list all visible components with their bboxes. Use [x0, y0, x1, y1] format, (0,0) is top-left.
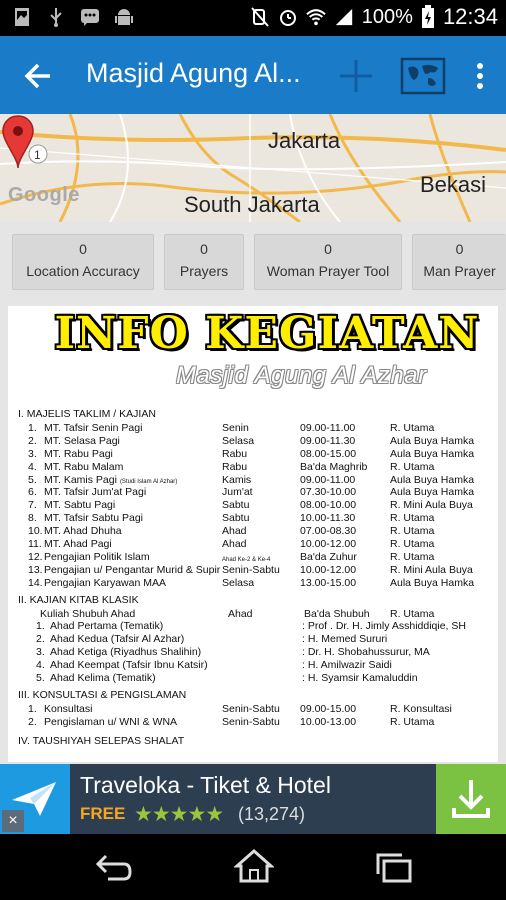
kajian-row [18, 486, 496, 499]
kajian-number: 10. [28, 525, 43, 538]
kajian-day: Kamis [222, 473, 252, 486]
kajian-name-text: Pengajian Karyawan MAA [44, 576, 166, 589]
action-bar [0, 36, 506, 114]
kitab-ustadz: : Prof . Dr. H. Jimly Asshiddiqie, SH [302, 620, 466, 633]
kitab-ustadz: : Dr. H. Shobahussurur, MA [302, 646, 430, 659]
konsultasi-number: 1. [28, 702, 37, 715]
kitab-session: Ahad Kedua (Tafsir Al Azhar) [50, 633, 185, 646]
recents-icon[interactable] [374, 852, 414, 884]
alarm-icon [278, 6, 298, 28]
kajian-name-text: MT. Ahad Pagi [44, 538, 112, 551]
konsultasi-time: 09.00-15.00 [300, 702, 357, 715]
kajian-name-text: MT. Tafsir Jum'at Pagi [44, 486, 147, 499]
konsultasi-number: 2. [28, 715, 37, 728]
kajian-time: 10.00-12.00 [300, 563, 357, 576]
location-pin-icon[interactable] [0, 114, 36, 170]
kajian-day: Selasa [222, 434, 255, 447]
kajian-number: 2. [28, 434, 37, 447]
kajian-number: 13. [28, 563, 43, 576]
home-icon[interactable] [234, 848, 274, 884]
kitab-row [18, 633, 496, 646]
kitab-day: Ahad [228, 607, 253, 620]
kajian-row [18, 422, 496, 435]
kajian-day: Ahad Ke-2 & Ke-4 [222, 556, 271, 563]
kajian-note: (Studi Islam Al Azhar) [119, 478, 178, 485]
ad-rating-count: (13,274) [238, 804, 306, 824]
kajian-time: Ba'da Maghrib [300, 460, 368, 473]
kajian-number: 7. [28, 499, 37, 512]
ad-rating-stars: ★★★★★ [134, 803, 224, 826]
kajian-number: 14. [28, 576, 43, 589]
kajian-name-text: MT. Tafsir Senin Pagi [44, 422, 143, 434]
kajian-name [44, 525, 122, 538]
kajian-name-text: MT. Sabtu Pagi [44, 499, 116, 512]
section-heading: I. MAJELIS TAKLIM / KAJIAN [18, 408, 156, 420]
kajian-day: Ahad [222, 525, 247, 538]
kitab-number: 3. [36, 646, 45, 659]
android-icon [114, 6, 134, 28]
map-icon[interactable] [400, 56, 446, 96]
kajian-name [44, 435, 120, 448]
activity-poster[interactable] [8, 306, 498, 762]
page-title: Masjid Agung Al... [86, 58, 301, 88]
location-accuracy-button[interactable] [12, 234, 154, 290]
kajian-number: 6. [28, 486, 37, 499]
kajian-number: 1. [28, 422, 37, 434]
status-bar [0, 0, 506, 36]
konsultasi-place: R. Utama [390, 715, 435, 728]
kajian-row [18, 577, 496, 590]
notification-icons [12, 6, 134, 28]
back-icon[interactable] [90, 852, 134, 882]
kajian-number: 5. [28, 473, 37, 486]
kajian-time: Ba'da Zuhur [300, 550, 357, 563]
kajian-name [44, 461, 123, 474]
konsultasi-row [18, 703, 496, 716]
kajian-row [18, 435, 496, 448]
kitab-ustadz: : H. Syamsir Kamaluddin [302, 672, 418, 685]
kajian-name-text: MT. Rabu Malam [44, 460, 124, 473]
kajian-time: 10.00-12.00 [300, 538, 357, 551]
download-icon [436, 764, 506, 834]
kajian-place: R. Utama [390, 525, 435, 538]
ad-price: FREE [80, 804, 126, 823]
stat-value: 0 [455, 241, 464, 257]
kitab-number: 5. [36, 672, 45, 685]
back-arrow-icon[interactable] [20, 58, 56, 94]
kajian-name [44, 448, 113, 461]
konsultasi-list [18, 703, 496, 729]
kajian-day: Senin-Sabtu [222, 563, 280, 576]
kajian-time: 09.00-11.00 [300, 473, 356, 486]
stat-label: Woman Prayer Tool [266, 263, 390, 279]
clock: 12:34 [442, 4, 498, 29]
kitab-name: Kuliah Shubuh Ahad [40, 607, 136, 620]
kajian-place: Aula Buya Hamka [390, 447, 475, 460]
stats-bar [0, 222, 506, 304]
section-heading: IV. TAUSHIYAH SELEPAS SHALAT [18, 734, 185, 747]
kajian-time: 10.00-11.30 [300, 512, 356, 525]
kajian-name-text: MT. Tafsir Sabtu Pagi [44, 512, 144, 525]
kajian-name-text: Pengajian Politik Islam [44, 550, 150, 563]
kajian-name [44, 551, 150, 564]
kajian-name [44, 577, 166, 590]
kajian-time: 09.00-11.00 [300, 422, 356, 434]
stat-label: Prayers [179, 263, 229, 279]
stat-value: 0 [324, 241, 332, 257]
battery-icon [421, 5, 435, 29]
kitab-header-row [18, 608, 496, 621]
kajian-day: Selasa [222, 576, 255, 589]
kajian-time: 07.30-10.00 [300, 486, 357, 499]
kajian-name-text: MT. Rabu Pagi [44, 447, 113, 460]
kajian-row [18, 512, 496, 525]
kitab-session: Ahad Ketiga (Riyadhus Shalihin) [50, 646, 202, 659]
kitab-place: R. Utama [390, 607, 435, 620]
woman-prayer-tool-button[interactable] [254, 234, 402, 290]
konsultasi-time: 10.00-13.00 [300, 715, 357, 728]
kitab-session: Ahad Keempat (Tafsir Ibnu Katsir) [50, 659, 208, 672]
kitab-ustadz: : H. Memed Sururi [302, 633, 388, 646]
kajian-place: R. Utama [390, 512, 435, 525]
kajian-row [18, 525, 496, 538]
kajian-place: Aula Buya Hamka [390, 434, 475, 447]
kajian-number: 8. [28, 512, 37, 525]
kajian-name [44, 486, 146, 499]
section-heading: III. KONSULTASI & PENGISLAMAN [18, 688, 187, 701]
wifi-icon [306, 6, 326, 28]
kajian-day: Rabu [222, 460, 248, 473]
kajian-name [44, 538, 112, 551]
ad-close-button[interactable]: × [2, 810, 24, 832]
kajian-name [44, 564, 220, 577]
stat-label: Man Prayer [423, 263, 496, 279]
usb-icon [46, 6, 66, 28]
kitab-row [18, 646, 496, 659]
section-heading: II. KAJIAN KITAB KLASIK [18, 593, 139, 606]
kajian-place: Aula Buya Hamka [390, 576, 475, 589]
bbm-icon [80, 6, 100, 28]
kajian-row [18, 474, 496, 487]
map-label-jakarta: Jakarta [268, 128, 341, 153]
man-prayer-button[interactable] [412, 234, 506, 290]
battery-percent: 100% [361, 5, 413, 28]
poster-title: INFO KEGIATAN [54, 308, 480, 359]
kitab-session: Ahad Pertama (Tematik) [50, 620, 164, 633]
kajian-row [18, 448, 496, 461]
kajian-row [18, 551, 496, 564]
kitab-ustadz: : H. Amilwazir Saidi [302, 659, 392, 672]
konsultasi-row [18, 716, 496, 729]
kajian-day: Sabtu [222, 499, 250, 512]
kajian-place: Aula Buya Hamka [390, 486, 475, 499]
kitab-list [18, 620, 496, 684]
kajian-place: R. Mini Aula Buya [390, 499, 473, 512]
kajian-name [44, 422, 142, 435]
kajian-time: 09.00-11.30 [300, 434, 356, 447]
konsultasi-day: Senin-Sabtu [222, 702, 280, 715]
kitab-time: Ba'da Shubuh [304, 607, 370, 620]
kajian-name [44, 512, 143, 525]
kajian-name-text: Pengajian u/ Pengantar Murid & Supir [44, 563, 221, 576]
stat-value: 0 [79, 241, 87, 257]
kitab-number: 1. [36, 620, 45, 633]
konsultasi-name: Konsultasi [44, 702, 93, 715]
kitab-session: Ahad Kelima (Tematik) [50, 672, 156, 685]
kajian-number: 4. [28, 460, 37, 473]
stat-label: Location Accuracy [26, 263, 140, 279]
kajian-time: 07.00-08.30 [300, 525, 357, 538]
kajian-day: Jum'at [222, 486, 253, 499]
map-view[interactable] [0, 114, 506, 222]
kajian-day: Rabu [222, 447, 248, 460]
kitab-number: 2. [36, 633, 45, 646]
ad-banner[interactable] [0, 764, 506, 834]
kajian-place: R. Utama [390, 460, 435, 473]
kajian-name [44, 499, 115, 512]
kajian-row [18, 461, 496, 474]
prayers-button[interactable] [164, 234, 244, 290]
ad-download-button[interactable] [436, 764, 506, 834]
kajian-place: R. Utama [390, 422, 435, 434]
kajian-time: 08.00-10.00 [300, 499, 357, 512]
kajian-number: 12. [28, 550, 43, 563]
image-icon [12, 6, 32, 28]
ad-title: Traveloka - Tiket & Hotel [80, 772, 331, 798]
kitab-row [18, 672, 496, 685]
system-status [250, 4, 498, 30]
poster-body [18, 408, 496, 749]
kajian-name-text: MT. Kamis Pagi [44, 473, 117, 486]
konsultasi-place: R. Konsultasi [390, 702, 452, 715]
map-label-bekasi: Bekasi [420, 172, 487, 197]
kitab-number: 4. [36, 659, 45, 672]
kitab-row [18, 620, 496, 633]
kajian-place: Aula Buya Hamka [390, 473, 475, 486]
kajian-number: 3. [28, 447, 37, 460]
kajian-row [18, 538, 496, 551]
kajian-place: R. Utama [390, 550, 435, 563]
kajian-name-text: MT. Ahad Dhuha [44, 525, 122, 538]
kajian-name-text: MT. Selasa Pagi [44, 434, 120, 447]
kajian-place: R. Mini Aula Buya [390, 563, 473, 576]
map-label-south-jakarta: South Jakarta [184, 192, 320, 217]
kajian-day: Sabtu [222, 512, 250, 525]
overflow-menu-icon[interactable] [470, 58, 490, 94]
kajian-day: Senin [222, 422, 249, 434]
poster-subtitle: Masjid Agung Al Azhar [176, 362, 427, 389]
add-icon[interactable] [336, 56, 376, 96]
konsultasi-day: Senin-Sabtu [222, 715, 280, 728]
kajian-list [18, 422, 496, 590]
konsultasi-name: Pengislaman u/ WNI & WNA [44, 715, 178, 728]
kajian-time: 13.00-15.00 [300, 576, 357, 589]
kitab-row [18, 659, 496, 672]
mute-icon [250, 6, 270, 28]
kajian-row [18, 499, 496, 512]
stat-value: 0 [200, 241, 208, 257]
navigation-bar [0, 834, 506, 900]
kajian-time: 08.00-15.00 [300, 447, 357, 460]
kajian-row [18, 564, 496, 577]
kajian-day: Ahad [222, 538, 247, 551]
kajian-number: 11. [28, 538, 42, 551]
signal-icon [334, 6, 354, 28]
kajian-place: R. Utama [390, 538, 435, 551]
road-number: 1 [34, 148, 41, 162]
google-logo: Google [8, 184, 80, 206]
